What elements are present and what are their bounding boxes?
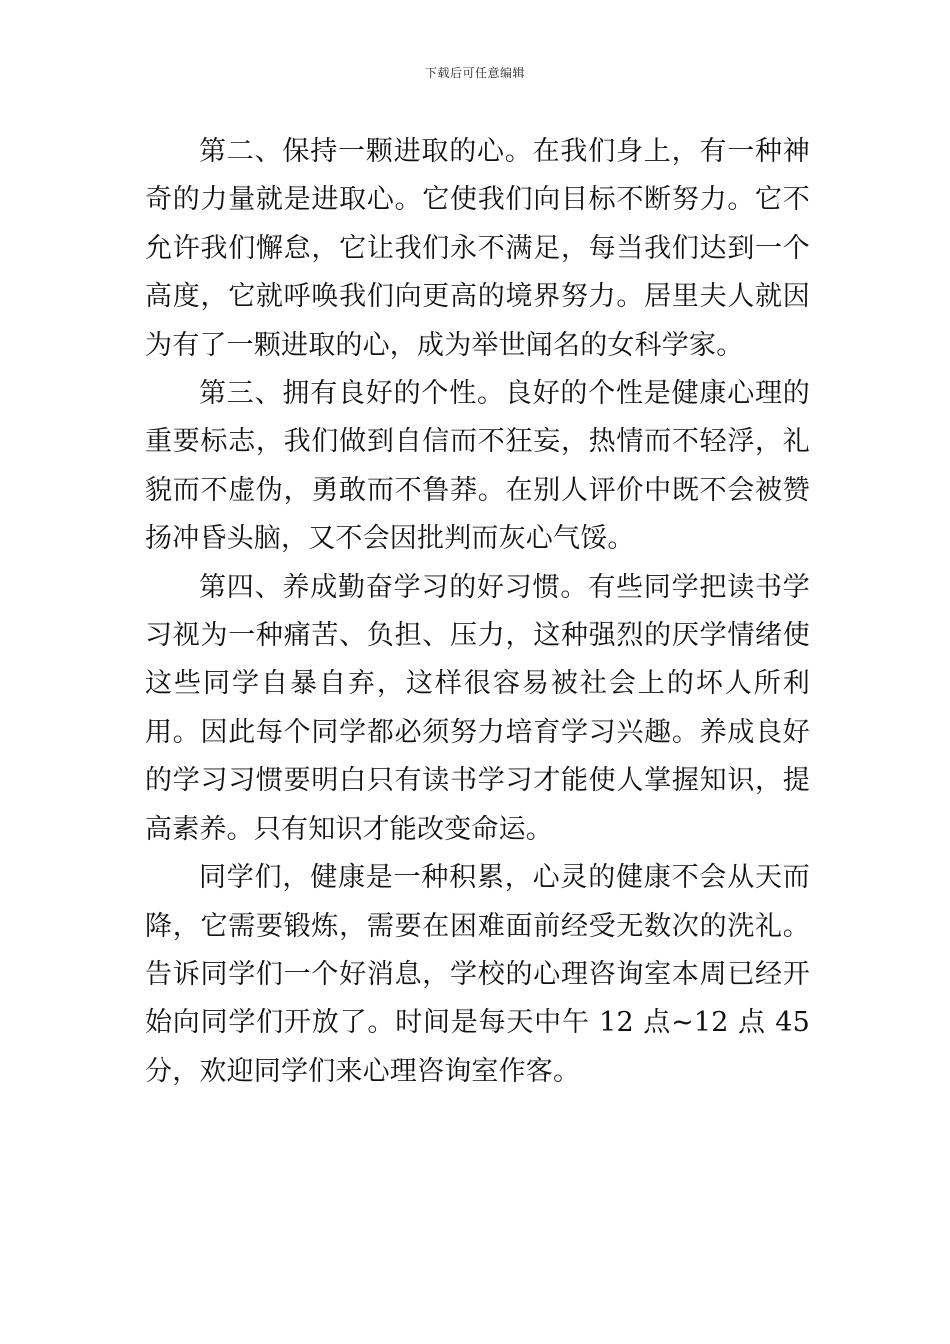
paragraph-4: 同学们，健康是一种积累，心灵的健康不会从天而降，它需要锻炼，需要在困难面前经受无数次的洗礼。告诉同学们一个好消息，学校的心理咨询室本周已经开始向同学们开放了。时间是每天中午 12 点~12 点 45 分，欢迎同学们来心理咨询室作客。	[145, 862, 810, 1087]
paragraph-1: 第二、保持一颗进取的心。在我们身上，有一种神奇的力量就是进取心。它使我们向目标不断努力。它不允许我们懈怠，它让我们永不满足，每当我们达到一个高度，它就呼唤我们向更高的境界努力。居里夫人就因为有了一颗进取的心，成为举世闻名的女科学家。	[145, 136, 810, 361]
paragraph-2: 第三、拥有良好的个性。良好的个性是健康心理的重要标志，我们做到自信而不狂妄，热情而不轻浮，礼貌而不虚伪，勇敢而不鲁莽。在别人评价中既不会被赞扬冲昏头脑，又不会因批判而灰心气馁。	[145, 378, 810, 555]
page-header: 下载后可任意编辑	[424, 66, 525, 80]
document-body	[145, 128, 810, 1096]
paragraph-3: 第四、养成勤奋学习的好习惯。有些同学把读书学习视为一种痛苦、负担、压力，这种强烈的厌学情绪使这些同学自暴自弃，这样很容易被社会上的坏人所利用。因此每个同学都必须努力培育学习兴趣。养成良好的学习习惯要明白只有读书学习才能使人掌握知识，提高素养。只有知识才能改变命运。	[145, 571, 810, 845]
